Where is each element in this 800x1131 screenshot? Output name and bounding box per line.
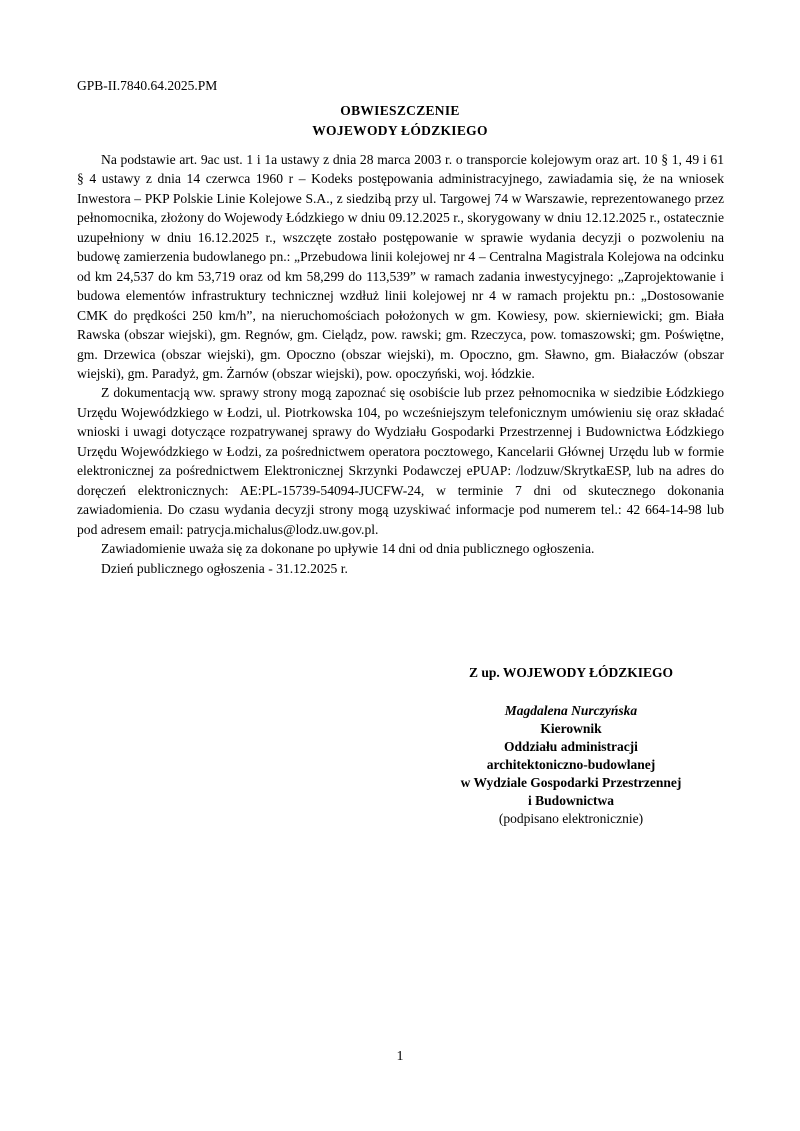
signature-block (420, 664, 722, 828)
page-number: 1 (396, 1049, 404, 1064)
paragraph-announcement-date: Dzień publicznego ogłoszenia - 31.12.2025 r. (101, 560, 348, 576)
signatory-name: Magdalena Nurczyńska (504, 703, 638, 718)
signatory-position-line: w Wydziale Gospodarki Przestrzennej (460, 775, 682, 790)
paragraph-legal-basis: Na podstawie art. 9ac ust. 1 i 1a ustawy z dnia 28 marca 2003 r. o transporcie kolejowym oraz art. 10 § 1, 49 i 61 § 4 ustawy z dnia 14 czerwca 1960 r – Kodeks postępowania administracyjnego, zawiadamia się, że na wniosek Inwestora – PKP Polskie Linie Kolejowe S.A., z siedzibą przy ul. Targowej 74 w Warszawie, reprezentowanego przez pełnomocnika, złożony do Wojewody Łódzkiego w dniu 09.12.2025 r., skorygowany w dniu 12.12.2025 r., ostatecznie uzupełniony w dniu 16.12.2025 r., wszczęte zostało postępowanie w sprawie wydania decyzji o pozwoleniu na budowę zamierzenia budowlanego pn.: „Przebudowa linii kolejowej nr 4 – Centralna Magistrala Kolejowa na odcinku od km 24,537 do km 53,719 oraz od km 58,299 do 113,539” w ramach zadania inwestycyjnego: „Zaprojektowanie i budowa elementów infrastruktury technicznej wzdłuż linii kolejowej nr 4 w ramach projektu pn.: „Dostosowanie CMK do prędkości 250 km/h”, na nieruchomościach położonych w gm. Kowiesy, pow. skierniewicki; gm. Biała Rawska (obszar wiejski), gm. Regnów, gm. Cielądz, pow. rawski; gm. Rzeczyca, pow. tomaszowski; gm. Poświętne, gm. Drzewica (obszar wiejski), gm. Opoczno (obszar wiejski), m. Opoczno, gm. Sławno, gm. Białaczów (obszar wiejski), gm. Paradyż, gm. Żarnów (obszar wiejski), pow. opoczyński, woj. łódzkie. (77, 152, 724, 381)
case-reference-number: GPB-II.7840.64.2025.PM (77, 78, 218, 93)
signatory-position-line: Kierownik (540, 721, 602, 736)
paragraph-documentation-access: Z dokumentacją ww. sprawy strony mogą zapoznać się osobiście lub przez pełnomocnika w siedzibie Łódzkiego Urzędu Wojewódzkiego w Łodzi, ul. Piotrkowska 104, po wcześniejszym telefonicznym umówieniu się oraz składać wnioski i uwagi dotyczące rozpatrywanej sprawy do Wydziału Gospodarki Przestrzennej i Budownictwa Łódzkiego Urzędu Wojewódzkiego w Łodzi, za pośrednictwem operatora pocztowego, Kancelarii Głównej Urzędu lub w formie elektronicznej za pośrednictwem Elektronicznej Skrzynki Podawczej ePUAP: /lodzuw/SkrytkaESP, lub na adres do doręczeń elektronicznych: AE:PL-15739-54094-JUCFW-24, w terminie 7 dni od skutecznego dokonania zawiadomienia. Do czasu wydania decyzji strony mogą uzyskiwać informacje pod numerem tel.: 42 664-14-98 lub pod adresem email: patrycja.michalus@lodz.uw.gov.pl. (77, 385, 724, 537)
electronic-signature-note: (podpisano elektronicznie) (498, 811, 644, 826)
document-title: OBWIESZCZENIE (340, 103, 460, 118)
signatory-position-line: i Budownictwa (528, 793, 614, 808)
paragraph-notification-effect: Zawiadomienie uważa się za dokonane po upływie 14 dni od dnia publicznego ogłoszenia. (101, 541, 595, 557)
signatory-position-line: Oddziału administracji (504, 739, 638, 754)
document-subtitle: WOJEWODY ŁÓDZKIEGO (312, 123, 488, 138)
signature-authority: Z up. WOJEWODY ŁÓDZKIEGO (468, 665, 674, 680)
document-body (77, 150, 724, 578)
signatory-position-line: architektoniczno-budowlanej (486, 757, 656, 772)
